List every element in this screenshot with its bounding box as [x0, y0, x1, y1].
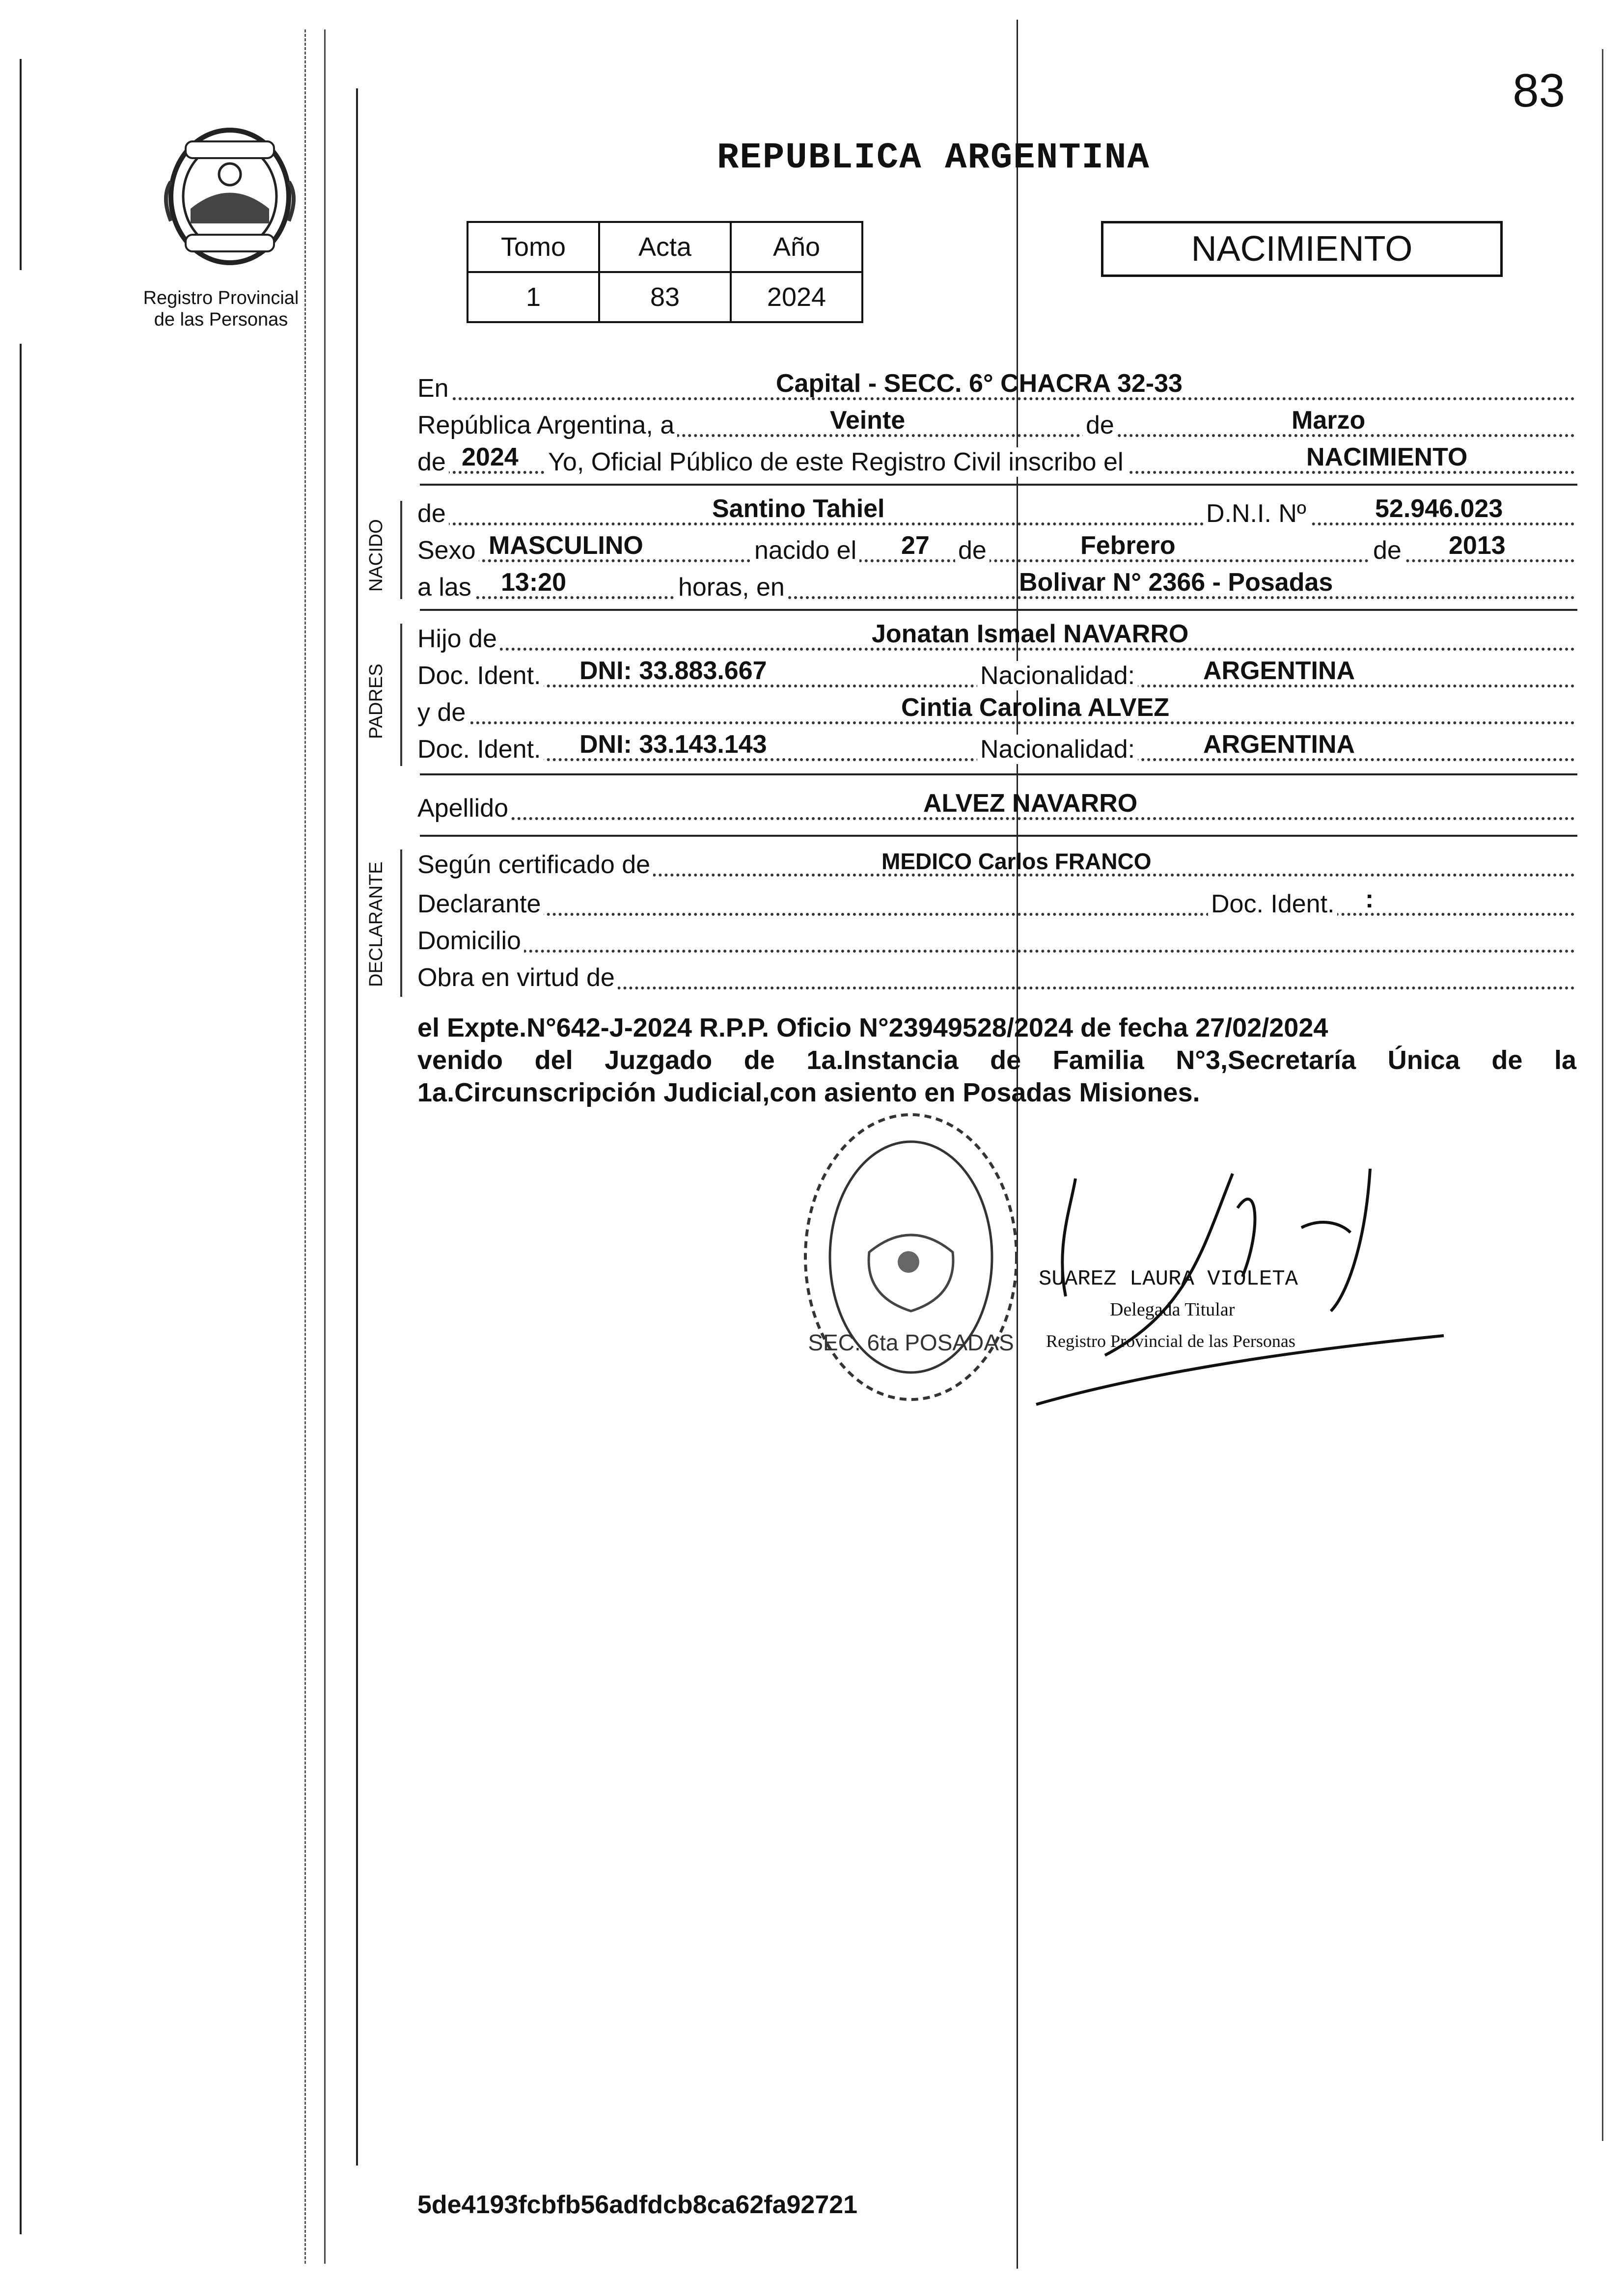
label-oficial: Yo, Oficial Público de este Registro Civil inscribo el: [545, 447, 1127, 477]
label-de-birth-year: de: [1370, 536, 1404, 565]
value-acta: 83: [599, 272, 731, 322]
value-surname: ALVEZ NAVARRO: [923, 789, 1138, 818]
note-line-3: 1a.Circunscripción Judicial,con asiento en Posadas Misiones.: [417, 1078, 1200, 1107]
label-segun: Según certificado de: [417, 850, 653, 879]
value-month: Marzo: [1292, 406, 1366, 435]
signature-role: Delegada Titular: [1110, 1299, 1235, 1320]
page-number: 83: [1513, 64, 1565, 117]
value-certificate: MEDICO Carlos FRANCO: [881, 849, 1152, 874]
margin-line-3: [304, 29, 306, 2264]
dotted-line: [417, 913, 1575, 916]
note-line-2: venido del Juzgado de 1a.Instancia de Familia N°3,Secretaría Única de la: [417, 1045, 1576, 1075]
value-name: Santino Tahiel: [712, 494, 885, 523]
row-sex-birth: [417, 528, 1575, 567]
label-apellido: Apellido: [417, 794, 511, 823]
signature-name: SUAREZ LAURA VIOLETA: [1039, 1267, 1298, 1291]
header-acta: Acta: [599, 222, 731, 272]
value-tomo: 1: [468, 272, 599, 322]
value-mother-doc: DNI: 33.143.143: [579, 730, 767, 759]
separator-3: [420, 773, 1577, 775]
value-father: Jonatan Ismael NAVARRO: [872, 620, 1189, 648]
value-place: Capital - SECC. 6° CHACRA 32-33: [776, 369, 1183, 398]
signature-office: Registro Provincial de las Personas: [1046, 1331, 1295, 1351]
value-birth-day: 27: [901, 531, 930, 560]
margin-line-5: [356, 88, 358, 2166]
row-mother-doc: [417, 727, 1575, 766]
value-year: 2024: [462, 443, 519, 471]
value-father-doc: DNI: 33.883.667: [579, 657, 767, 685]
value-act: NACIMIENTO: [1306, 443, 1468, 471]
side-bracket-declarante: [400, 850, 402, 997]
separator-4: [420, 835, 1577, 837]
value-time: 13:20: [501, 568, 566, 597]
row-surname: [417, 786, 1575, 825]
value-sex: MASCULINO: [489, 531, 643, 560]
label-horas-en: horas, en: [675, 573, 788, 602]
row-year-act: [417, 439, 1575, 479]
stamp-text: SEC. 6ta POSADAS: [808, 1330, 1014, 1355]
row-domicilio: [417, 918, 1575, 958]
side-label-nacido: NACIDO: [366, 519, 386, 592]
registry-table-value-row: [468, 272, 862, 322]
label-doc-ident-1: Doc. Ident.: [417, 661, 544, 690]
registry-table-header-row: [468, 222, 862, 272]
row-date: [417, 403, 1575, 442]
row-time-place: [417, 565, 1575, 604]
row-certificate: [417, 842, 1575, 881]
label-sexo: Sexo: [417, 536, 479, 565]
label-nacionalidad-1: Nacionalidad:: [977, 661, 1138, 690]
value-birth-month: Febrero: [1080, 531, 1176, 560]
label-dni: D.N.I. Nº: [1203, 499, 1309, 528]
value-mother: Cintia Carolina ALVEZ: [901, 693, 1170, 722]
label-republica: República Argentina, a: [417, 411, 677, 440]
margin-line-1: [20, 59, 22, 270]
side-bracket-padres: [400, 624, 402, 766]
header-tomo: Tomo: [468, 222, 599, 272]
document-hash: 5de4193fcbfb56adfdcb8ca62fa92721: [417, 2191, 858, 2219]
separator-1: [420, 484, 1577, 486]
value-birth-year: 2013: [1449, 531, 1506, 560]
label-de-birth-month: de: [955, 536, 990, 565]
margin-line-2: [20, 344, 22, 2234]
row-father-doc: [417, 653, 1575, 692]
logo-caption: [138, 287, 304, 330]
label-domicilio: Domicilio: [417, 926, 524, 956]
label-declarante: Declarante: [417, 889, 544, 919]
label-obra: Obra en virtud de: [417, 963, 618, 992]
province-seal-icon: [156, 123, 303, 270]
value-anio: 2024: [731, 272, 862, 322]
note-line-1: el Expte.N°642-J-2024 R.P.P. Oficio N°23949528/2024 de fecha 27/02/2024: [417, 1013, 1328, 1042]
label-nacido-el: nacido el: [751, 536, 859, 565]
dotted-line: [417, 596, 1575, 599]
value-day: Veinte: [830, 406, 906, 435]
separator-2: [420, 609, 1577, 611]
label-a-las: a las: [417, 573, 474, 602]
row-name: [417, 491, 1575, 530]
row-mother: [417, 690, 1575, 729]
margin-line-4: [324, 29, 326, 2264]
value-dni: 52.946.023: [1375, 494, 1503, 523]
document-title: REPUBLICA ARGENTINA: [717, 137, 1150, 179]
logo-caption-line-1: Registro Provincial: [143, 288, 299, 308]
row-declarant: [417, 881, 1575, 921]
label-hijo-de: Hijo de: [417, 624, 500, 654]
side-label-padres: PADRES: [366, 663, 386, 739]
value-declarant-doc: :: [1365, 885, 1374, 913]
label-de-year: de: [417, 447, 449, 477]
right-edge-line: [1602, 49, 1603, 2141]
label-doc-ident-2: Doc. Ident.: [417, 735, 544, 764]
value-father-nat: ARGENTINA: [1203, 657, 1355, 685]
label-y-de: y de: [417, 698, 468, 727]
row-obra: [417, 955, 1575, 994]
side-label-declarante: DECLARANTE: [366, 861, 386, 987]
registry-table: [467, 221, 863, 323]
label-en: En: [417, 374, 452, 403]
act-type-box: NACIMIENTO: [1101, 221, 1503, 277]
logo-caption-line-2: de las Personas: [154, 309, 288, 330]
row-place: [417, 366, 1575, 405]
value-birth-place: Bolivar N° 2366 - Posadas: [1019, 568, 1333, 597]
value-mother-nat: ARGENTINA: [1203, 730, 1355, 759]
official-stamp-icon: [796, 1105, 1026, 1409]
row-father: [417, 616, 1575, 656]
side-bracket-nacido: [400, 501, 402, 599]
header-anio: Año: [731, 222, 862, 272]
label-de-name: de: [417, 499, 449, 528]
label-nacionalidad-2: Nacionalidad:: [977, 735, 1138, 764]
label-de-month: de: [1083, 411, 1117, 440]
label-doc-ident-3: Doc. Ident.: [1208, 889, 1337, 919]
dotted-line: [417, 950, 1575, 953]
